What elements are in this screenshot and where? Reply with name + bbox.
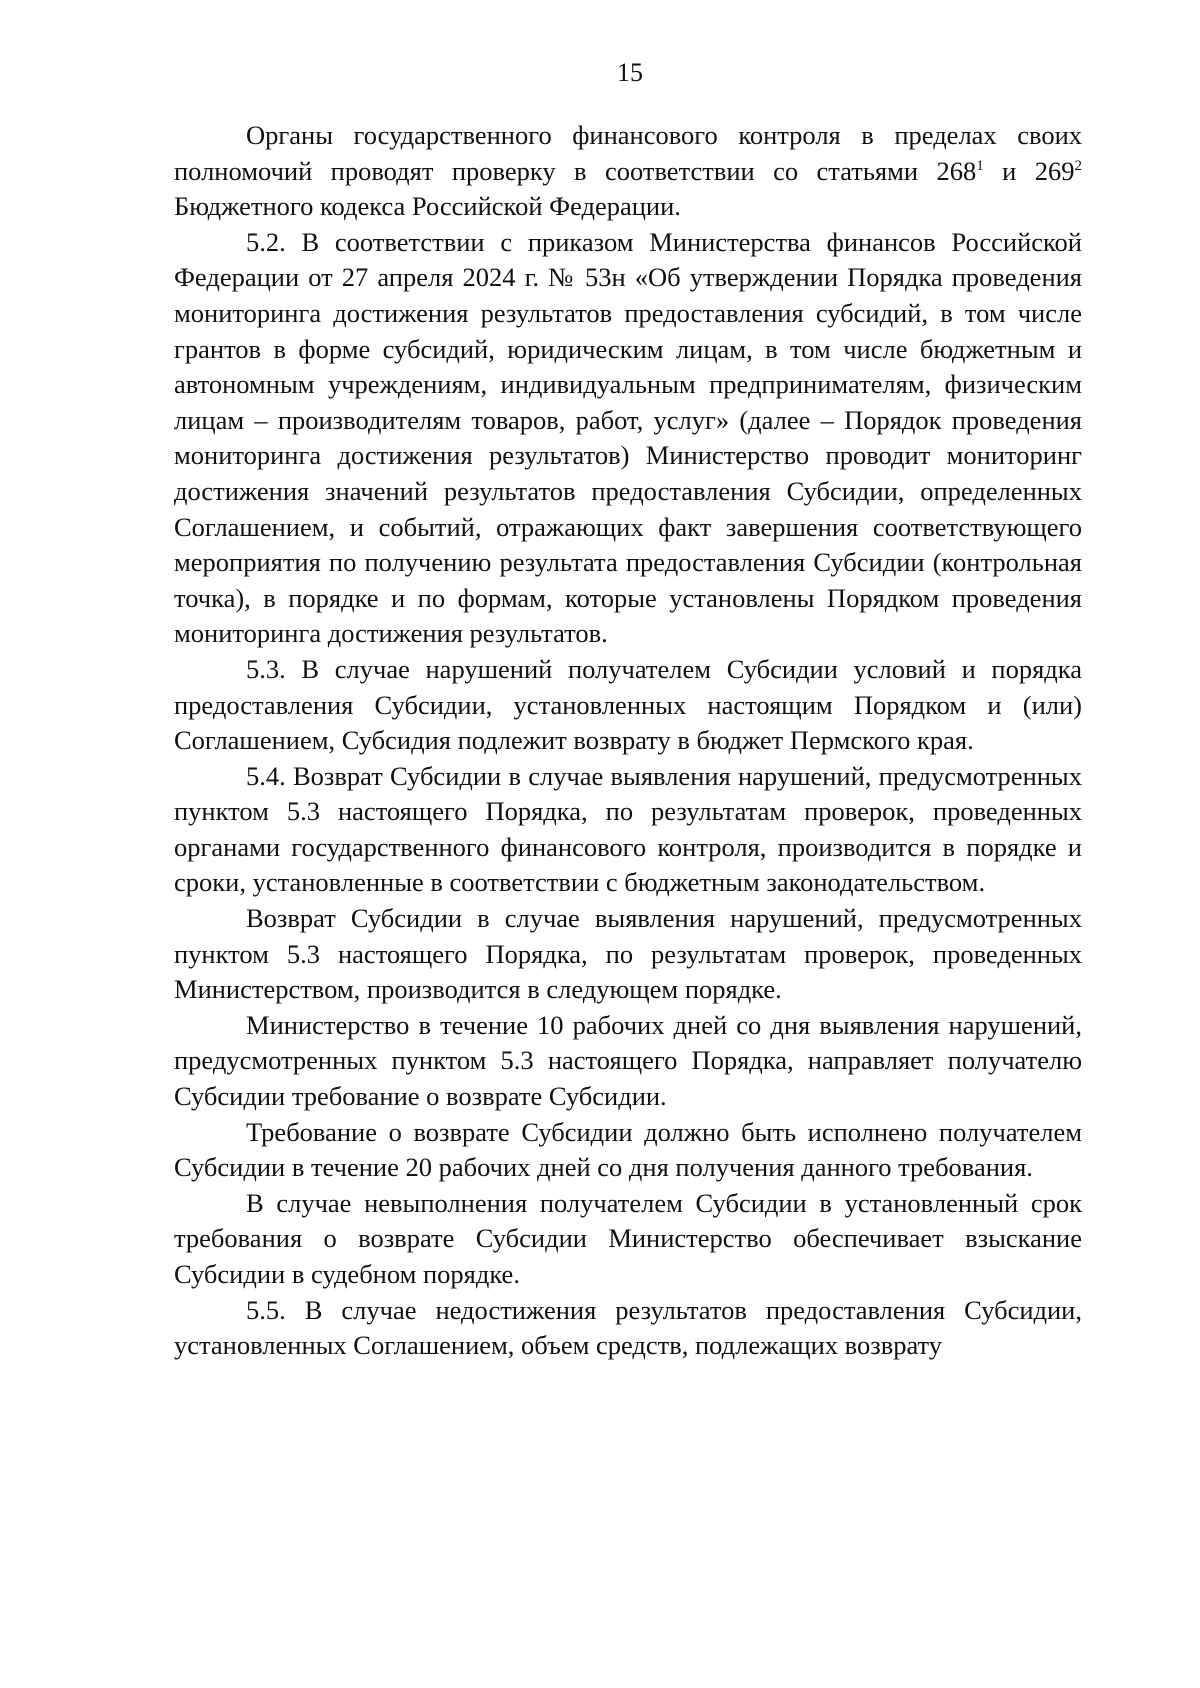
paragraph-text: Министерство в течение 10 рабочих дней со дня выявления нарушений, предусмотренных пунктом 5.3 настоящего Порядка, направляет получателю Субсидии требование о возврате Субсидии. — [174, 1009, 1082, 1112]
paragraph-text: Органы государственного финансового контроля в пределах своих полномочий проводят проверку в соответствии со статьями 268 — [174, 120, 1082, 186]
paragraph-text: В случае невыполнения получателем Субсидии в установленный срок требования о возврате Субсидии Министерство обеспечивает взыскание Субсидии в судебном порядке. — [174, 1187, 1082, 1289]
paragraph — [174, 652, 1082, 759]
page-number: 15 — [617, 58, 643, 87]
paragraph — [174, 1186, 1082, 1293]
paragraph — [174, 118, 1082, 225]
paragraph-text: Требование о возврате Субсидии должно быть исполнено получателем Субсидии в течение 20 рабочих дней со дня получения данного требования. — [174, 1116, 1082, 1183]
paragraph-text: 5.4. Возврат Субсидии в случае выявления нарушений, предусмотренных пунктом 5.3 настоящего Порядка, по результатам проверок, проведенных органами государственного финансового контроля, производится в порядке и сроки, установленные в соответствии с бюджетным законодательством. — [174, 760, 1082, 898]
superscript-number: 1 — [976, 157, 984, 174]
paragraph-text: Возврат Субсидии в случае выявления нарушений, предусмотренных пунктом 5.3 настоящего Порядка, по результатам проверок, проведенных Министерством, производится в следующем порядке. — [174, 903, 1082, 1005]
paragraph — [174, 1008, 1082, 1115]
paragraph-text: 5.5. В случае недостижения результатов предоставления Субсидии, установленных Соглашением, объем средств, подлежащих возврату — [174, 1294, 1082, 1361]
paragraph — [174, 1293, 1082, 1364]
paragraph-text: 5.2. В соответствии с приказом Министерства финансов Российской Федерации от 27 апреля 2024 г. № 53н «Об утверждении Порядка проведения мониторинга достижения результатов предоставления субсидий, в том числе грантов в форме субсидий, юридическим лицам, в том числе бюджетным и автономным учреждениям, индивидуальным предпринимателям, физическим лицам – производителям товаров, работ, услуг» (далее – Порядок проведения мониторинга достижения результатов) Министерство проводит мониторинг достижения значений результатов предоставления Субсидии, определенных Соглашением, и событий, отражающих факт завершения соответствующего мероприятия по получению результата предоставления Субсидии (контрольная точка), в порядке и по формам, которые установлены Порядком проведения мониторинга достижения результатов. — [174, 226, 1082, 649]
paragraph — [174, 1115, 1082, 1186]
paragraph-text: Бюджетного кодекса Российской Федерации. — [174, 191, 681, 222]
paragraph-text: и 269 — [983, 155, 1075, 186]
document-body — [174, 118, 1082, 1364]
superscript-number: 2 — [1074, 157, 1083, 174]
paragraph-text: 5.3. В случае нарушений получателем Субсидии условий и порядка предоставления Субсидии, установленных настоящим Порядком и (или) Соглашением, Субсидия подлежит возврату в бюджет Пермского края. — [174, 653, 1082, 756]
paragraph — [174, 759, 1082, 901]
paragraph — [174, 225, 1082, 652]
paragraph — [174, 901, 1082, 1008]
